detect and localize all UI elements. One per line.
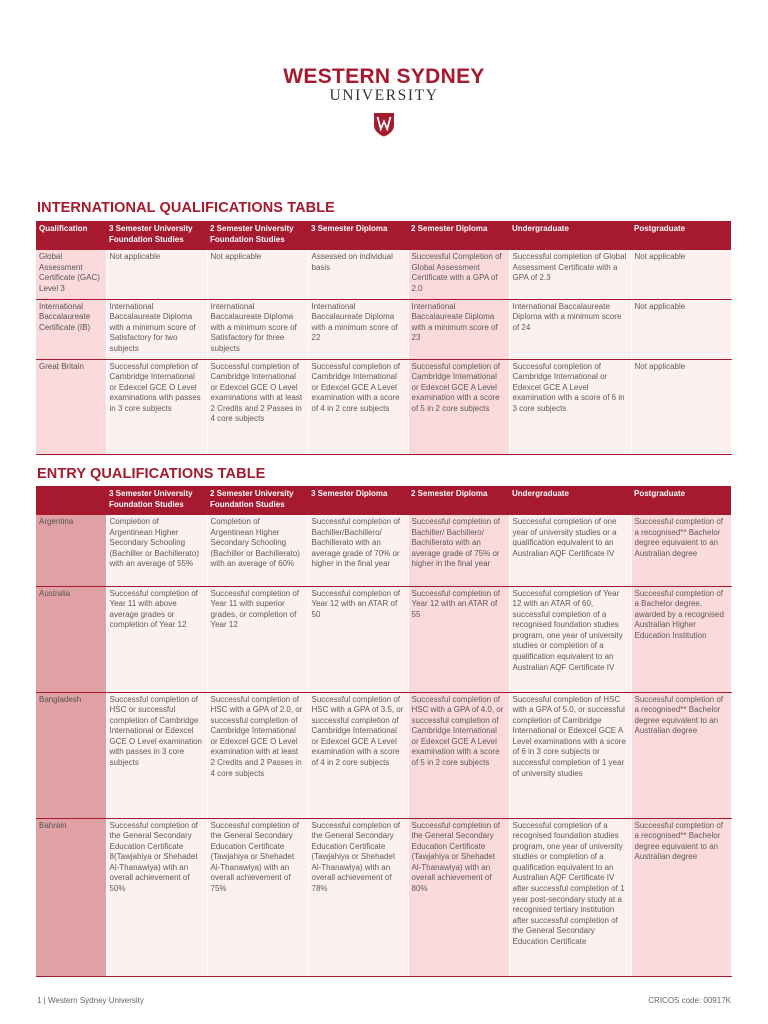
- table-cell: Successful completion of Year 12 with an ATAR of 50: [308, 586, 408, 692]
- table-cell: Successful completion of the General Secondary Education Certificate 8(Tawjahiya or Shehadet Al-Thanawiya) with an overall achievement of 50%: [106, 818, 207, 976]
- table-cell: Successful completion of Year 11 with above average grades or completion of Year 12: [106, 586, 207, 692]
- table-cell: Successful completion of Bachiller/ Bachillero/ Bachillerato with an average grade of 75% or higher in the final year: [408, 515, 509, 586]
- table-cell: Completion of Argentinean Higher Secondary Schooling (Bachiller or Bachillerato) with an average of 60%: [207, 515, 308, 586]
- column-header: Postgraduate: [631, 486, 731, 515]
- table-cell: Successful completion of Cambridge International or Edexcel GCE A Level examination with a score of 6 in 3 core subjects: [509, 359, 631, 454]
- table-row: [36, 299, 731, 359]
- column-header: 2 Semester University Foundation Studies: [207, 221, 308, 250]
- table-cell: Successful completion of HSC or successful completion of Cambridge International or Edexcel GCE O Level examination with passes in 3 core subjects: [106, 692, 207, 818]
- table-cell: Not applicable: [106, 250, 207, 299]
- table-cell: International Baccalaureate Diploma with a minimum score of Satisfactory for two subjects: [106, 299, 207, 359]
- table-cell: Not applicable: [207, 250, 308, 299]
- table-cell: Successful completion of the General Secondary Education Certificate (Tawjahiya or Shehadet Al-Thanawiya) with an overall achievement of 80%: [408, 818, 509, 976]
- country-cell: Bangladesh: [36, 692, 106, 818]
- column-header: 3 Semester University Foundation Studies: [106, 486, 207, 515]
- table-cell: Successful completion of Cambridge International or Edexcel GCE A Level examination with a score of 4 in 2 core subjects: [308, 359, 408, 454]
- table-cell: International Baccalaureate Diploma with a minimum score of Satisfactory for three subjects: [207, 299, 308, 359]
- table-cell: Successful completion of Year 11 with superior grades, or completion of Year 12: [207, 586, 308, 692]
- international-table-title: INTERNATIONAL QUALIFICATIONS TABLE: [37, 200, 335, 216]
- column-header: 2 Semester Diploma: [408, 221, 509, 250]
- column-header: 2 Semester University Foundation Studies: [207, 486, 308, 515]
- table-row: [36, 359, 731, 454]
- footer-page-info: 1 | Western Sydney University: [37, 996, 144, 1005]
- table-row: [36, 586, 731, 692]
- footer-cricos-code: CRICOS code: 00917K: [648, 996, 731, 1005]
- table-row: [36, 250, 731, 299]
- table-cell: Successful completion of Cambridge International or Edexcel GCE O Level examinations with passes in 3 core subjects: [106, 359, 207, 454]
- qualification-cell: International Baccalaureate Certificate (IB): [36, 299, 106, 359]
- table-cell: Successful Completion of Global Assessment Certificate with a GPA of 2.0: [408, 250, 509, 299]
- column-header: 3 Semester University Foundation Studies: [106, 221, 207, 250]
- column-header: Undergraduate: [509, 486, 631, 515]
- shield-w-icon: [373, 112, 395, 137]
- column-header: Undergraduate: [509, 221, 631, 250]
- column-header: 3 Semester Diploma: [308, 221, 408, 250]
- table-cell: Successful completion of Global Assessment Certificate with a GPA of 2.3: [509, 250, 631, 299]
- table-cell: International Baccalaureate Diploma with a minimum score of 23: [408, 299, 509, 359]
- logo-wordmark-line2: UNIVERSITY: [329, 87, 439, 104]
- qualification-cell: Great Britain: [36, 359, 106, 454]
- column-header: 3 Semester Diploma: [308, 486, 408, 515]
- entry-qualifications-table: [36, 486, 732, 977]
- table-cell: Successful completion of Year 12 with an ATAR of 60, successful completion of a recognised foundation studies program, one year of university studies or completion of a qualification equivalent to an Australian AQF Certificate IV: [509, 586, 631, 692]
- table-cell: International Baccalaureate Diploma with a minimum score of 24: [509, 299, 631, 359]
- table-row: [36, 515, 731, 586]
- table-cell: Successful completion of HSC with a GPA of 2.0, or successful completion of Cambridge International or Edexcel GCE O Level examination with at least 2 Credits and 2 Passes in 4 core subjects: [207, 692, 308, 818]
- table-cell: Successful completion of HSC with a GPA of 3.5, or successful completion of Cambridge International or Edexcel GCE A Level examination with a score of 4 in 2 core subjects: [308, 692, 408, 818]
- country-cell: Australia: [36, 586, 106, 692]
- table-row: [36, 692, 731, 818]
- table-cell: Successful completion of the General Secondary Education Certificate (Tawjahiya or Shehadet Al-Thanawiya) with an overall achievement of 78%: [308, 818, 408, 976]
- table-cell: Assessed on individual basis: [308, 250, 408, 299]
- table-cell: Not applicable: [631, 359, 731, 454]
- table-cell: Successful completion of a recognised** Bachelor degree equivalent to an Australian degree: [631, 818, 731, 976]
- column-header: Postgraduate: [631, 221, 731, 250]
- international-qualifications-table: [36, 221, 732, 455]
- entry-table-title: ENTRY QUALIFICATIONS TABLE: [37, 466, 266, 482]
- table-cell: Not applicable: [631, 250, 731, 299]
- table-row: [36, 818, 731, 976]
- table-cell: Successful completion of Bachiller/Bachillero/ Bachillerato with an average grade of 70% or higher in the final year: [308, 515, 408, 586]
- table-cell: Successful completion of Cambridge International or Edexcel GCE A Level examination with a score of 5 in 2 core subjects: [408, 359, 509, 454]
- table-cell: International Baccalaureate Diploma with a minimum score of 22: [308, 299, 408, 359]
- table-header-row: [36, 486, 731, 515]
- table-cell: Completion of Argentinean Higher Secondary Schooling (Bachiller or Bachillerato) with an average of 55%: [106, 515, 207, 586]
- university-logo: [0, 66, 768, 137]
- table-cell: Successful completion of the General Secondary Education Certificate (Tawjahiya or Shehadet Al-Thanawiya) with an overall achievement of 75%: [207, 818, 308, 976]
- column-header: 2 Semester Diploma: [408, 486, 509, 515]
- table-cell: Successful completion of a recognised** Bachelor degree equivalent to an Australian degree: [631, 515, 731, 586]
- country-cell: Bahrain: [36, 818, 106, 976]
- table-cell: Successful completion of one year of university studies or a qualification equivalent to an Australian AQF Certificate IV: [509, 515, 631, 586]
- logo-wordmark-line1: WESTERN SYDNEY: [283, 65, 485, 88]
- column-header: [36, 486, 106, 515]
- table-cell: Successful completion of HSC with a GPA of 5.0, or successful completion of Cambridge International or Edexcel GCE A Level examinations with a score of 6 in 3 core subjects or successful completion of 1 year of university studies: [509, 692, 631, 818]
- table-cell: Successful completion of a recognised** Bachelor degree equivalent to an Australian degree: [631, 692, 731, 818]
- table-cell: Successful completion of HSC with a GPA of 4.0, or successful completion of Cambridge International or Edexcel GCE A Level examination with a score of 5 in 2 core subjects: [408, 692, 509, 818]
- qualification-cell: Global Assessment Certificate (GAC) Level 3: [36, 250, 106, 299]
- table-header-row: [36, 221, 731, 250]
- column-header: Qualification: [36, 221, 106, 250]
- table-cell: Successful completion of Year 12 with an ATAR of 55: [408, 586, 509, 692]
- country-cell: Argentina: [36, 515, 106, 586]
- table-cell: Not applicable: [631, 299, 731, 359]
- table-cell: Successful completion of a recognised foundation studies program, one year of university studies or completion of a qualification equivalent to an Australian AQF Certificate IV after successful completion of 1 year post-secondary study at a recognised tertiary institution after successful completion of the General Secondary Education Certificate: [509, 818, 631, 976]
- table-cell: Successful completion of Cambridge International or Edexcel GCE O Level examinations with at least 2 Credits and 2 Passes in 4 core subjects: [207, 359, 308, 454]
- table-cell: Successful completion of a Bachelor degree, awarded by a recognised Australian Higher Education Institution: [631, 586, 731, 692]
